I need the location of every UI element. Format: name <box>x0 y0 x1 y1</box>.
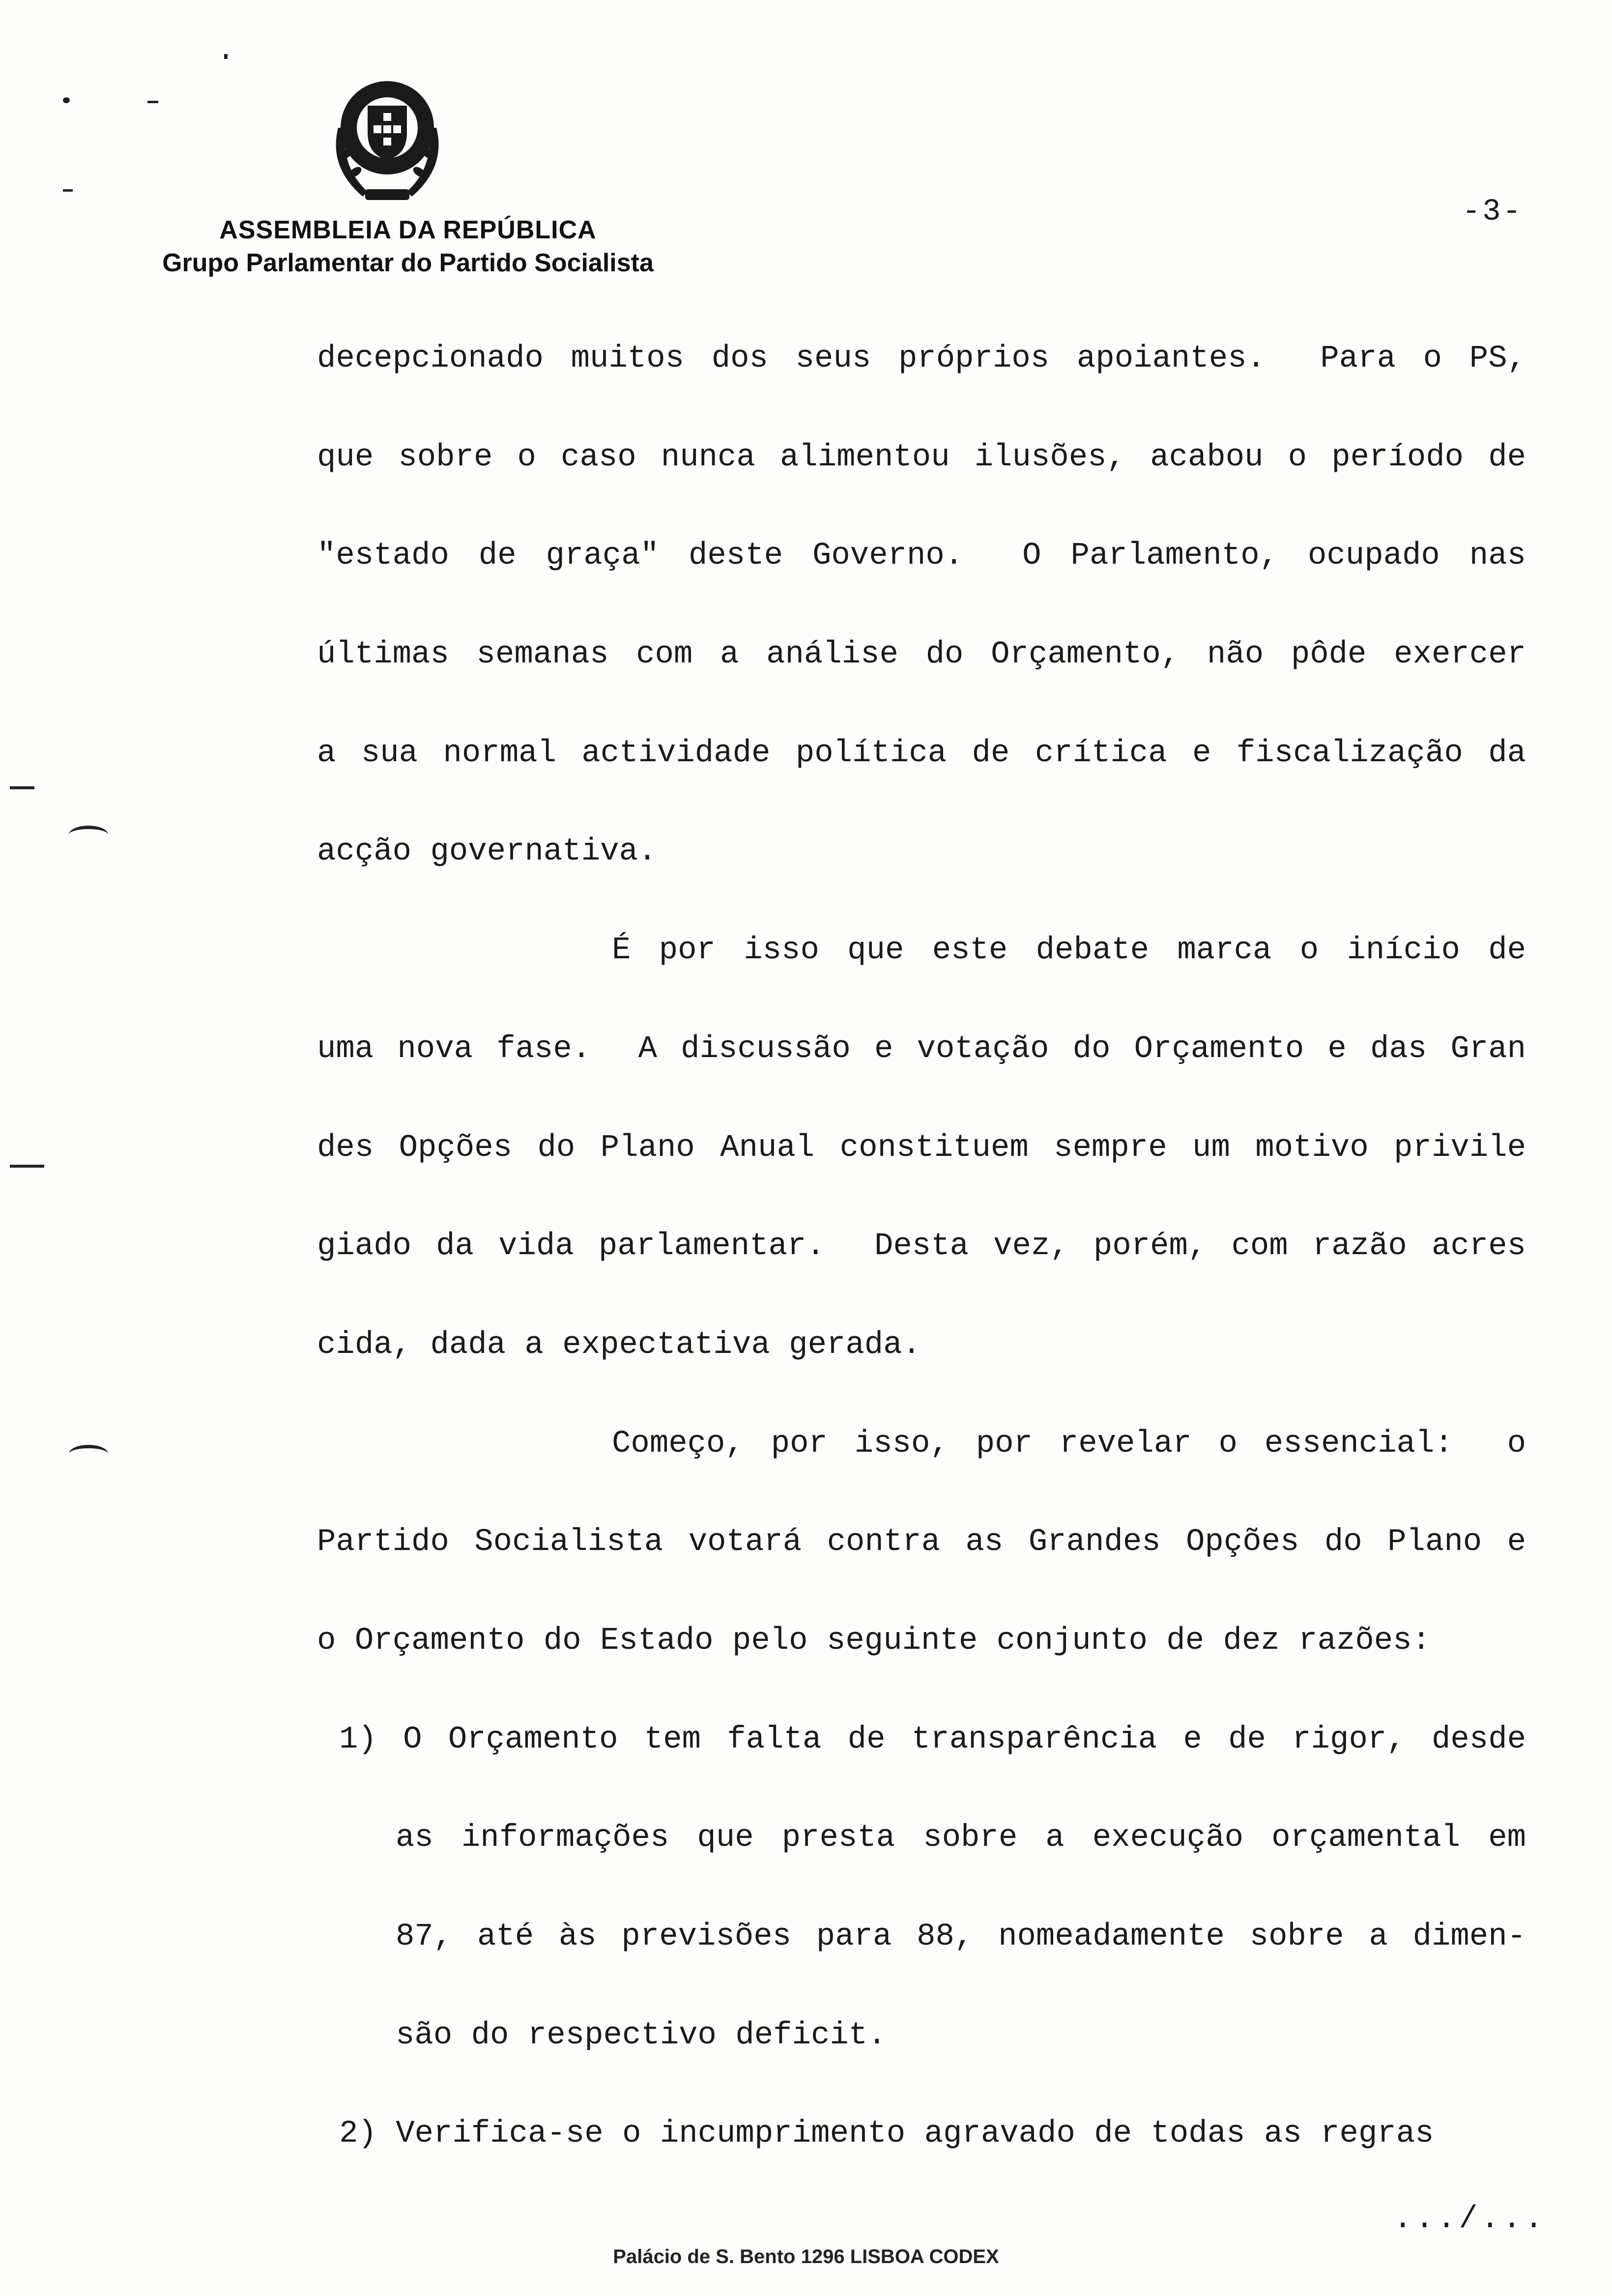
list-item: 2) Verifica-se o incumprimento agravado de todas as regras <box>339 2116 1434 2152</box>
margin-mark <box>10 786 34 789</box>
footer-address: Palácio de S. Bento 1296 LISBOA CODEX <box>613 2246 999 2267</box>
text-line: cida, dada a expectativa gerada. <box>317 1327 921 1363</box>
margin-mark <box>63 97 70 103</box>
institution-name: ASSEMBLEIA DA REPÚBLICA <box>219 216 597 244</box>
margin-mark <box>10 1165 44 1168</box>
text-line: últimas semanas com a análise do Orçamento, não pôde exercer <box>317 637 1526 673</box>
list-item: 1) O Orçamento tem falta de transparência e de rigor, desde <box>339 1722 1526 1757</box>
list-item-continuation: 87, até às previsões para 88, nomeadamente sobre a dimen- <box>396 1919 1526 1954</box>
margin-mark <box>147 101 158 103</box>
text-line: decepcionado muitos dos seus próprios apoiantes. Para o PS, <box>317 341 1526 376</box>
text-line: a sua normal actividade política de crítica e fiscalização da <box>317 735 1526 771</box>
margin-mark <box>69 826 108 844</box>
document-body <box>317 339 1526 2213</box>
text-line: É por isso que este debate marca o início de <box>612 933 1526 969</box>
margin-mark <box>69 1445 108 1463</box>
list-item-continuation: as informações que presta sobre a execução orçamental em <box>396 1820 1526 1856</box>
list-item-continuation: são do respectivo deficit. <box>396 2017 887 2053</box>
text-line: uma nova fase. A discussão e votação do Orçamento e das Gran <box>317 1031 1526 1067</box>
parliamentary-group: Grupo Parlamentar do Partido Socialista <box>162 249 654 277</box>
text-line: acção governativa. <box>317 834 657 870</box>
page-number: -3- <box>1462 194 1523 229</box>
margin-mark <box>63 189 73 192</box>
text-line: que sobre o caso nunca alimentou ilusões, acabou o período de <box>317 439 1526 475</box>
text-line: des Opções do Plano Anual constituem sempre um motivo privile <box>317 1130 1526 1166</box>
text-line: giado da vida parlamentar. Desta vez, porém, com razão acres <box>317 1229 1526 1264</box>
text-line: Partido Socialista votará contra as Grandes Opções do Plano e <box>317 1524 1526 1560</box>
margin-mark <box>224 54 228 59</box>
text-line: "estado de graça" deste Governo. O Parlamento, ocupado nas <box>317 538 1526 574</box>
continuation-marker: .../... <box>1393 2202 1546 2237</box>
coat-of-arms-icon <box>318 74 456 206</box>
text-line: o Orçamento do Estado pelo seguinte conjunto de dez razões: <box>317 1623 1431 1659</box>
text-line: Começo, por isso, por revelar o essencial: o <box>612 1426 1526 1462</box>
